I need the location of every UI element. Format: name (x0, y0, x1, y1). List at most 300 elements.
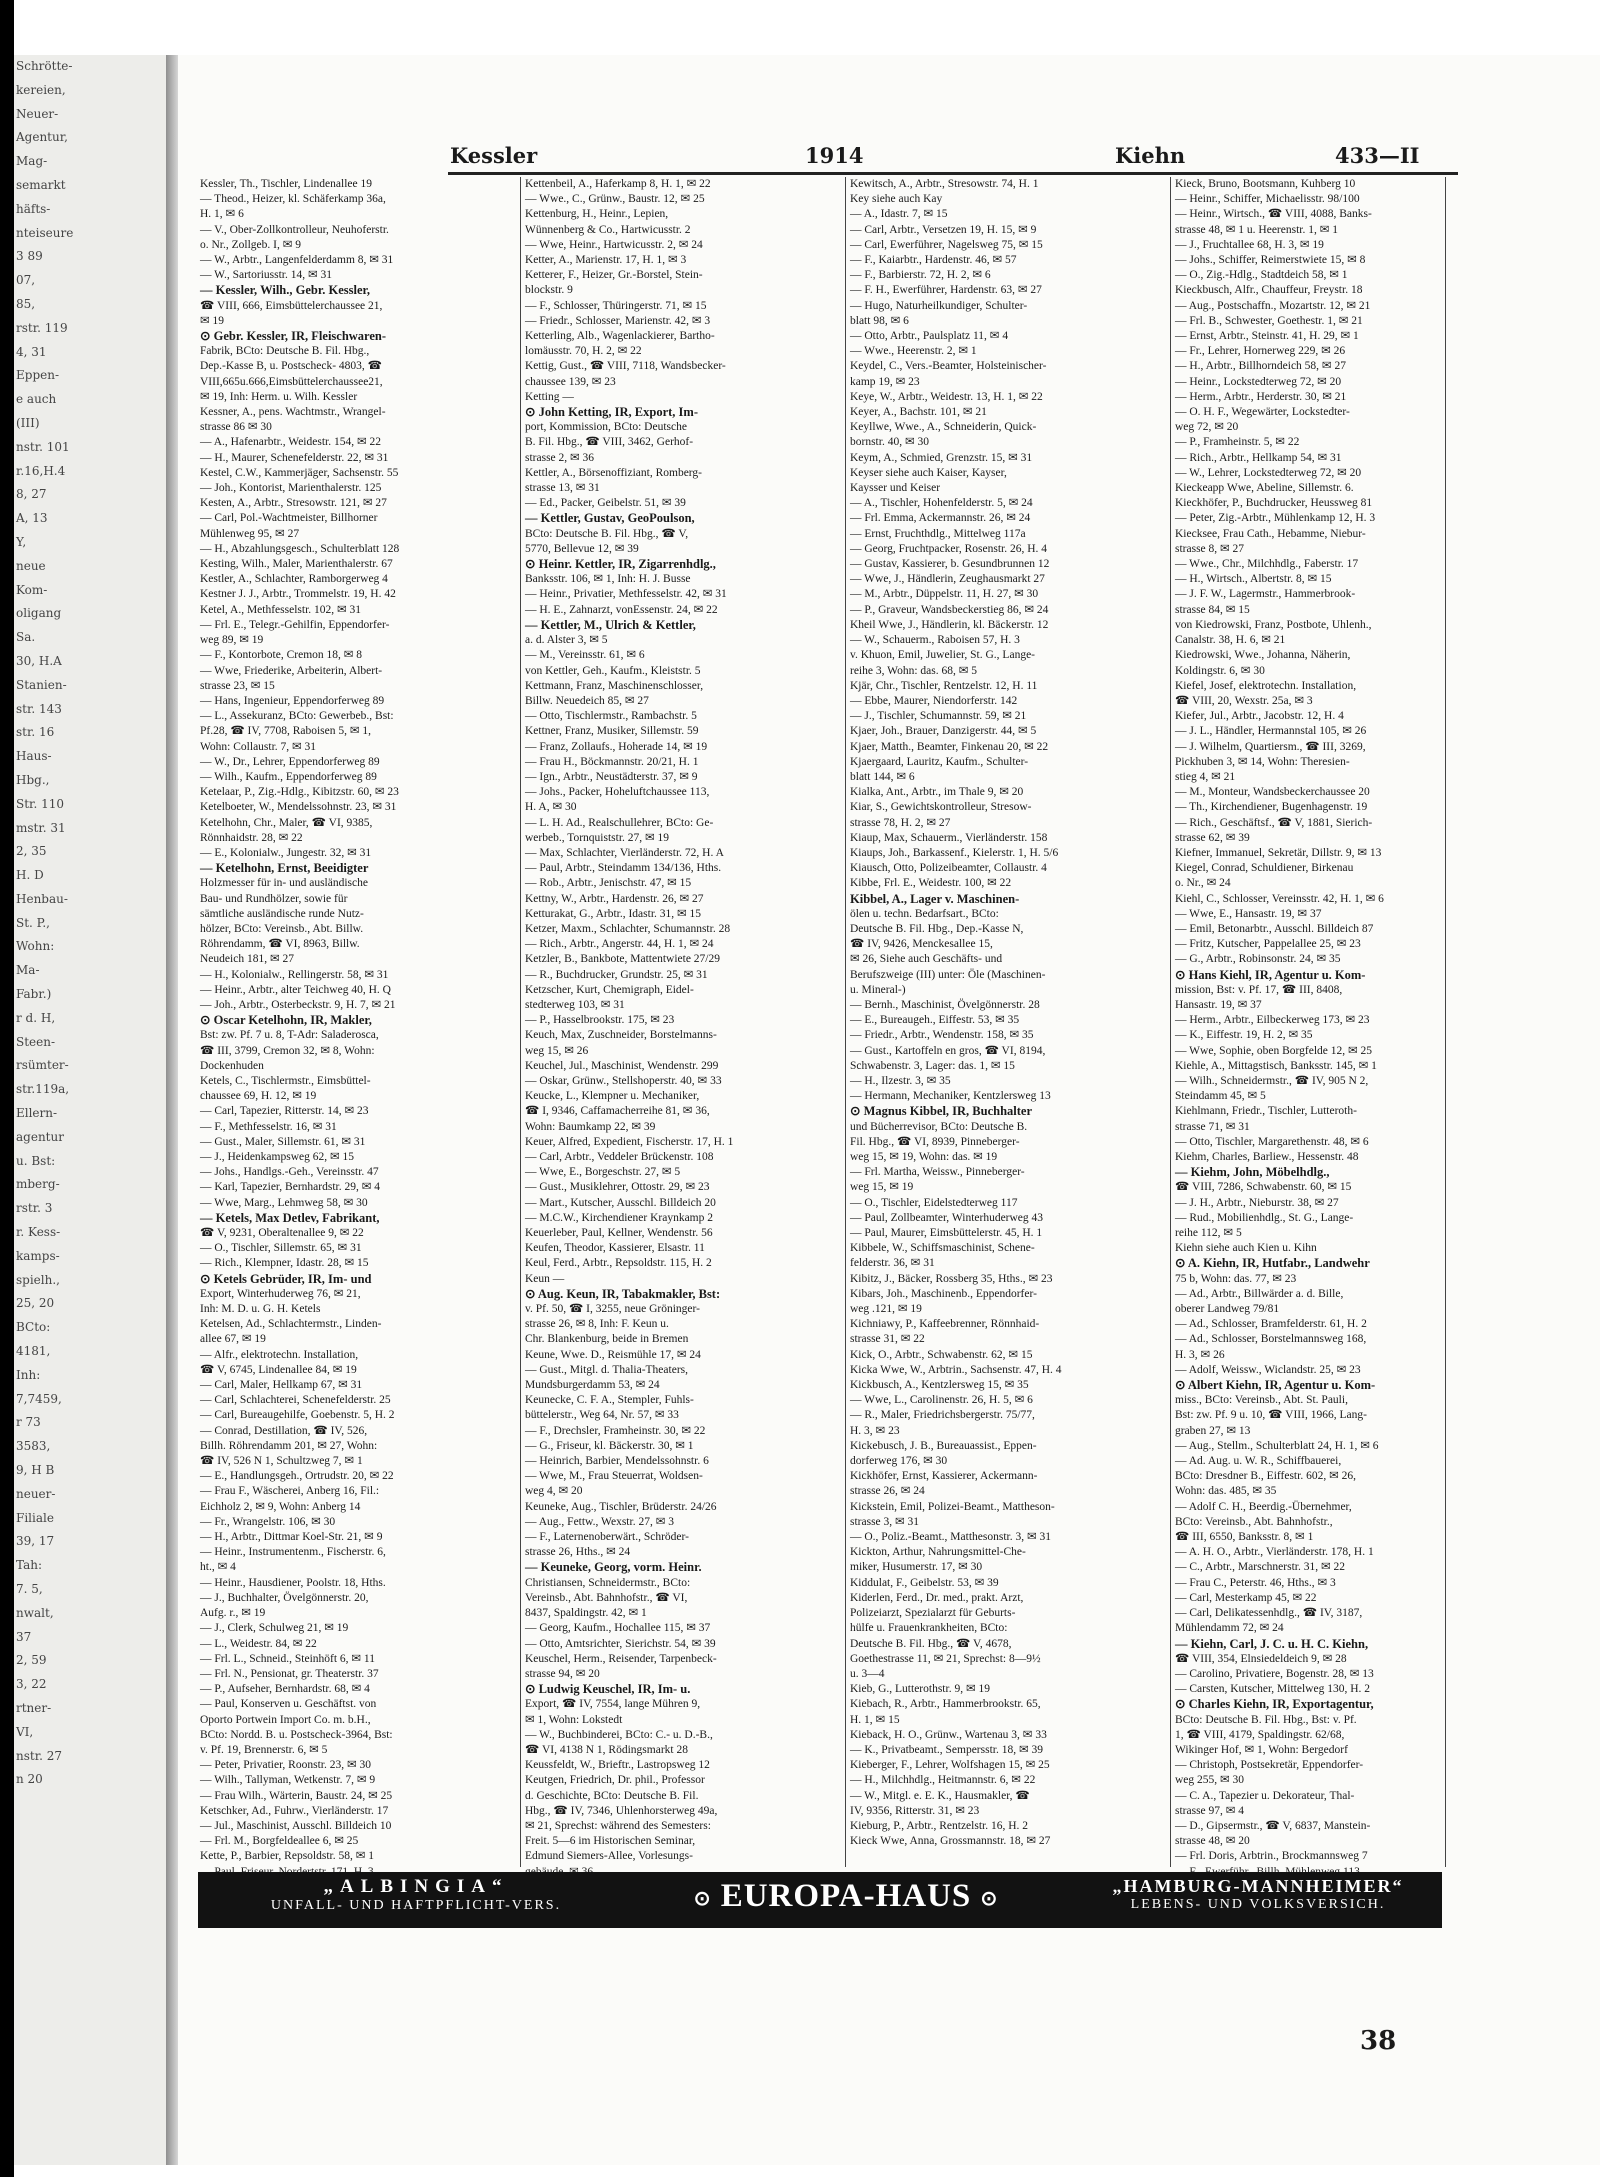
directory-entry: Canalstr. 38, H. 6, ✉ 21 (1175, 634, 1286, 647)
directory-entry: — Jul., Maschinist, Ausschl. Billdeich 10 (200, 1819, 392, 1832)
directory-entry: Keuschel, Herm., Reisender, Tarpenbeck- (525, 1652, 717, 1665)
directory-entry: — Aug., Stellm., Schulterblatt 24, H. 1, ✉ 6 (1175, 1439, 1379, 1452)
directory-entry: — Adolf, Weissw., Wiclandstr. 25, ✉ 23 (1175, 1363, 1361, 1376)
prev-page-fragment: neuer- (16, 1486, 56, 1501)
directory-entry: Kiefel, Josef, elektrotechn. Installation, (1175, 679, 1357, 692)
directory-entry: ☎ I, 9346, Caffamacherreihe 81, ✉ 36, (525, 1105, 710, 1118)
directory-entry: — V., Ober-Zollkontrolleur, Neuhoferstr. (200, 223, 389, 236)
directory-entry: strasse 26, ✉ 24 (850, 1485, 925, 1498)
directory-entry: sämtliche ausländische runde Nutz- (200, 907, 364, 920)
directory-entry: — P., Aufseher, Bernhardstr. 68, ✉ 4 (200, 1683, 370, 1696)
directory-entry: Ketels, C., Tischlermstr., Eimsbüttel- (200, 1074, 371, 1087)
circle-icon: ⊙ (693, 1887, 712, 1910)
directory-entry: Bau- und Rundhölzer, sowie für (200, 892, 348, 905)
prev-page-fragment: Inh: (16, 1367, 41, 1382)
directory-entry: — Paul, Zollbeamter, Winterhuderweg 43 (850, 1211, 1044, 1224)
directory-entry: — Rob., Arbtr., Jenischstr. 47, ✉ 15 (525, 877, 692, 890)
directory-entry: Fil. Hbg., ☎ VI, 8939, Pinneberger- (850, 1135, 1020, 1148)
directory-entry: — Bernh., Maschinist, Övelgönnerstr. 28 (850, 998, 1040, 1011)
directory-entry: — Georg, Fruchtpacker, Rosenstr. 26, H. 4 (850, 542, 1048, 555)
directory-entry: BCto: Dresdner B., Eiffestr. 602, ✉ 26, (1175, 1470, 1356, 1483)
directory-entry: — W., Buchbinderei, BCto: C.- u. D.-B., (525, 1728, 713, 1741)
directory-entry: BCto: Nordd. B. u. Postscheck-3964, Bst: (200, 1728, 393, 1741)
directory-entry: ⊙ Ludwig Keuschel, IR, Im- u. (525, 1682, 691, 1697)
directory-entry: strasse 8, ✉ 27 (1175, 542, 1245, 555)
directory-entry: hülfe u. Frauenkrankheiten, BCto: (850, 1622, 1008, 1635)
directory-entry: BCto: Deutsche B. Fil. Hbg., Bst: v. Pf. (1175, 1713, 1357, 1726)
directory-entry: Kiedrowski, Wwe., Johanna, Näherin, (1175, 649, 1351, 662)
directory-entry: — J. Wilhelm, Quartiersm., ☎ III, 3269, (1175, 740, 1366, 753)
directory-entry: — Fr., Lehrer, Hornerweg 229, ✉ 26 (1175, 345, 1346, 358)
directory-entry: Edmund Siemers-Allee, Vorlesungs- (525, 1850, 693, 1863)
directory-entry: strasse 2, ✉ 36 (525, 451, 595, 464)
prev-page-fragment: 30, H.A (16, 653, 62, 668)
prev-page-fragment: nwalt, (16, 1605, 54, 1620)
directory-entry: allee 67, ✉ 19 (200, 1333, 266, 1346)
directory-entry: ☎ III, 3799, Cremon 32, ✉ 8, Wohn: (200, 1044, 375, 1057)
directory-entry: — H., Arbtr., Billhorndeich 58, ✉ 27 (1175, 360, 1346, 373)
directory-entry: — Kettler, Gustav, GeoPoulson, (525, 511, 695, 526)
directory-entry: — Otto, Arbtr., Paulsplatz 11, ✉ 4 (850, 330, 1009, 343)
directory-entry: — F., Laternenoberwärt., Schröder- (525, 1531, 689, 1544)
prev-page-fragment: (III) (16, 415, 40, 430)
prev-page-fragment: oligang (16, 606, 62, 621)
directory-entry: — Wwe, Marg., Lehmweg 58, ✉ 30 (200, 1196, 368, 1209)
directory-entry: Dockenhuden (200, 1059, 264, 1072)
directory-entry: — Heinr., Arbtr., alter Teichweg 40, H. Q (200, 983, 391, 996)
directory-entry: — Kiehn, Carl, J. C. u. H. C. Kiehn, (1175, 1636, 1369, 1651)
prev-page-fragment: e auch (16, 392, 57, 407)
directory-entry: ⊙ Hans Kiehl, IR, Agentur u. Kom- (1175, 967, 1366, 982)
directory-entry: — M., Vereinsstr. 61, ✉ 6 (525, 649, 645, 662)
prev-page-fragment: 25, 20 (16, 1296, 55, 1311)
directory-entry: — Fritz, Kutscher, Pappelallee 25, ✉ 23 (1175, 938, 1361, 951)
directory-entry: BCto: Vereinsb., Abt. Bahnhofstr., (1175, 1515, 1333, 1528)
directory-entry: Kialka, Ant., Arbtr., im Thale 9, ✉ 20 (850, 786, 1024, 799)
directory-entry: — Rud., Mobilienhdlg., St. G., Lange- (1175, 1211, 1354, 1224)
directory-entry: Kickbusch, A., Kentzlersweg 15, ✉ 35 (850, 1379, 1029, 1392)
prev-page-fragment: rtner- (16, 1700, 52, 1715)
directory-entry: Billh. Röhrendamm 201, ✉ 27, Wohn: (200, 1439, 378, 1452)
directory-entry: — Fr., Wrangelstr. 106, ✉ 30 (200, 1515, 336, 1528)
directory-entry: weg 15, ✉ 19 (850, 1181, 914, 1194)
directory-entry: Kieckeapp Wwe, Abeline, Sillemstr. 6. (1175, 482, 1354, 495)
directory-entry: Kibbele, W., Schiffsmaschinist, Schene- (850, 1242, 1035, 1255)
header-year: 1914 (805, 143, 864, 168)
directory-entry: — J., Fruchtallee 68, H. 3, ✉ 19 (1175, 238, 1324, 251)
directory-entry: blockstr. 9 (525, 284, 573, 297)
directory-entry: ⊙ John Ketting, IR, Export, Im- (525, 405, 698, 420)
directory-entry: H. 3, ✉ 26 (1175, 1348, 1225, 1361)
directory-entry: — Frl. E., Telegr.-Gehilfin, Eppendorfer- (200, 618, 390, 631)
directory-entry: ✉ 1, Wohn: Lokstedt (525, 1713, 623, 1726)
prev-page-fragment: mberg- (16, 1177, 60, 1192)
ad-albingia (206, 1876, 626, 1914)
directory-entry: — F. H., Ewerführer, Hardenstr. 63, ✉ 27 (850, 284, 1042, 297)
prev-page-fragment: neue (16, 558, 46, 573)
directory-entry: Mühlenweg 95, ✉ 27 (200, 527, 300, 540)
directory-entry: — M.C.W., Kirchendiener Kraynkamp 2 (525, 1211, 714, 1224)
directory-entry: — K., Privatbeamt., Sempersstr. 18, ✉ 39 (850, 1743, 1043, 1756)
directory-entry: — J., Tischler, Schumannstr. 59, ✉ 21 (850, 710, 1027, 723)
directory-entry: — Georg, Kaufm., Hochallee 115, ✉ 37 (525, 1622, 711, 1635)
prev-page-fragment: Stanien- (16, 677, 67, 692)
directory-entry: — Rich., Arbtr., Hellkamp 54, ✉ 31 (1175, 451, 1342, 464)
directory-entry: Ketting — (525, 390, 574, 403)
directory-entry: Wohn: das. 485, ✉ 35 (1175, 1485, 1277, 1498)
directory-entry: — Frl. Doris, Arbtrin., Brockmannsweg 7 (1175, 1850, 1368, 1863)
directory-entry: — Paul, Arbtr., Steindamm 134/136, Hths. (525, 862, 722, 875)
directory-entry: — Kettler, M., Ulrich & Kettler, (525, 617, 696, 632)
page-header (450, 143, 1450, 169)
directory-entry: — Carl, Pol.-Wachtmeister, Billhorner (200, 512, 378, 525)
directory-entry: weg 15, ✉ 19, Wohn: das. ✉ 19 (850, 1151, 998, 1163)
directory-entry: — W., Mitgl. e. E. K., Hausmakler, ☎ (850, 1789, 1030, 1802)
directory-entry: Kichniawy, P., Kaffeebrenner, Rönnhaid- (850, 1318, 1040, 1331)
prev-page-fragment: str.119a, (16, 1082, 70, 1097)
directory-entry: — Ketels, Max Detlev, Fabrikant, (200, 1210, 380, 1225)
directory-entry: Kettig, Gust., ☎ VIII, 7118, Wandsbecker- (525, 360, 726, 373)
directory-entry: blatt 144, ✉ 6 (850, 770, 915, 783)
directory-entry: — Aug., Fettw., Wexstr. 27, ✉ 3 (525, 1515, 674, 1528)
directory-entry: Keuneke, Aug., Tischler, Brüderstr. 24/26 (525, 1500, 717, 1513)
prev-page-fragment: BCto: (16, 1320, 51, 1335)
directory-entry: — Wwe, E., Hansastr. 19, ✉ 37 (1175, 907, 1322, 920)
directory-entry: — H., Abzahlungsgesch., Schulterblatt 128 (200, 542, 400, 555)
directory-entry: — J. H., Arbtr., Nieburstr. 38, ✉ 27 (1175, 1196, 1339, 1209)
directory-entry: ⊙ Heinr. Kettler, IR, Zigarrenhdlg., (525, 557, 716, 572)
directory-entry: — Carl, Maler, Hellkamp 67, ✉ 31 (200, 1379, 363, 1392)
directory-entry: Kiehlmann, Friedr., Tischler, Lutteroth- (1175, 1105, 1357, 1118)
directory-entry: Kiegel, Conrad, Schuldiener, Birkenau (1175, 862, 1354, 875)
directory-entry: — F., Kontorbote, Cremon 18, ✉ 8 (200, 649, 363, 662)
directory-entry: — Ad., Schlosser, Bramfelderstr. 61, H. 2 (1175, 1318, 1367, 1331)
directory-entry: — L., Weidestr. 84, ✉ 22 (200, 1637, 317, 1650)
directory-entry: — Johs., Schiffer, Reimerstwiete 15, ✉ 8 (1175, 254, 1366, 267)
directory-entry: — Joh., Kontorist, Marienthalerstr. 125 (200, 482, 382, 495)
directory-entry: — O. H. F., Wegewärter, Lockstedter- (1175, 406, 1350, 419)
directory-entry: Kiefner, Immanuel, Sekretär, Dillstr. 9, ✉ 13 (1175, 846, 1382, 859)
directory-entry: 1, ☎ VIII, 4179, Spaldingstr. 62/68, (1175, 1728, 1345, 1741)
directory-entry: — Otto, Tischler, Margarethenstr. 48, ✉ 6 (1175, 1135, 1369, 1148)
directory-entry: Freit. 5—6 im Historischen Seminar, (525, 1835, 696, 1848)
directory-entry: — W., Sartoriusstr. 14, ✉ 31 (200, 269, 332, 282)
directory-entry: — Heinr., Hausdiener, Poolstr. 18, Hths. (200, 1576, 386, 1589)
directory-entry: — Rich., Geschäftsf., ☎ V, 1881, Sierich- (1175, 816, 1373, 829)
directory-entry: ☎ VIII, 20, Wexstr. 25a, ✉ 3 (1175, 694, 1313, 707)
directory-entry: B. Fil. Hbg., ☎ VIII, 3462, Gerhof- (525, 436, 694, 449)
directory-entry: — Carsten, Kutscher, Mittelweg 130, H. 2 (1175, 1683, 1371, 1696)
directory-entry: — Ad., Arbtr., Billwärder a. d. Bille, (1175, 1287, 1344, 1300)
directory-entry: — Ed., Packer, Geibelstr. 51, ✉ 39 (525, 497, 686, 510)
prev-page-fragment: 4, 31 (16, 344, 47, 359)
directory-entry: Holzmesser für in- und ausländische (200, 877, 368, 890)
directory-entry: Kesting, Wilh., Maler, Marienthalerstr. 67 (200, 558, 393, 571)
prev-page-fragment: rsümter- (16, 1058, 69, 1073)
directory-entry: — L., Assekuranz, BCto: Gewerbeb., Bst: (200, 710, 394, 723)
directory-entry: Kieback, H. O., Grünw., Wartenau 3, ✉ 33 (850, 1728, 1047, 1741)
prev-page-fragment: H. D (16, 868, 44, 883)
directory-entry: weg 4, ✉ 20 (525, 1485, 583, 1498)
directory-entry: — Wilh., Schneidermstr., ☎ IV, 905 N 2, (1175, 1074, 1369, 1087)
prev-page-fragment: 2, 35 (16, 844, 47, 859)
prev-page-fragment: Mag- (16, 154, 48, 169)
directory-entry: v. Pf. 19, Brennerstr. 6, ✉ 5 (200, 1743, 328, 1756)
directory-entry: — Wwe, L., Carolinenstr. 26, H. 5, ✉ 6 (850, 1394, 1033, 1407)
directory-entry: strasse 3, ✉ 31 (850, 1515, 920, 1528)
directory-entry: — Herm., Arbtr., Eilbeckerweg 173, ✉ 23 (1175, 1014, 1370, 1027)
prev-page-fragment: r d. H, (16, 1010, 56, 1025)
directory-entry: Inh: M. D. u. G. H. Ketels (200, 1303, 321, 1316)
header-first-name: Kessler (450, 143, 538, 168)
directory-entry: Kiar, S., Gewichtskontrolleur, Stresow- (850, 801, 1032, 814)
directory-entry: Hbg., ☎ IV, 7346, Uhlenhorsterweg 49a, (525, 1804, 718, 1817)
directory-entry: — A., Hafenarbtr., Weidestr. 154, ✉ 22 (200, 436, 381, 449)
directory-entry: — E., Kolonialw., Jungestr. 32, ✉ 31 (200, 846, 372, 859)
directory-entry: — F., Drechsler, Framheinstr. 30, ✉ 22 (525, 1424, 706, 1437)
ad-europa-haus-name: EUROPA-HAUS (720, 1878, 972, 1914)
directory-entry: — Rich., Arbtr., Angerstr. 44, H. 1, ✉ 24 (525, 938, 714, 951)
directory-entry: ht., ✉ 4 (200, 1561, 236, 1574)
directory-entry: — Carolino, Privatiere, Bogenstr. 28, ✉ 13 (1175, 1667, 1374, 1680)
directory-entry: bornstr. 40, ✉ 30 (850, 436, 929, 449)
prev-page-fragment: 3583, (16, 1439, 51, 1454)
directory-entry: — Wwe, M., Frau Steuerrat, Woldsen- (525, 1470, 703, 1483)
directory-entry: — Wwe, Heinr., Hartwicusstr. 2, ✉ 24 (525, 238, 703, 251)
directory-entry: ☎ VI, 4138 N 1, Rödingsmarkt 28 (525, 1743, 688, 1756)
prev-page-fragment: VI, (16, 1724, 34, 1739)
prev-page-fragment: Kom- (16, 582, 48, 597)
directory-entry: Kjär, Chr., Tischler, Rentzelstr. 12, H. 11 (850, 679, 1038, 692)
directory-entry: — Ebbe, Maurer, Niendorferstr. 142 (850, 694, 1018, 707)
directory-entry: strasse 48, ✉ 20 (1175, 1835, 1250, 1848)
directory-entry: — P., Framheinstr. 5, ✉ 22 (1175, 436, 1300, 449)
directory-entry: Kettner, Franz, Musiker, Sillemstr. 59 (525, 725, 699, 738)
directory-entry: — Heinr., Instrumentenm., Fischerstr. 6, (200, 1546, 386, 1559)
directory-entry: v. Khuon, Emil, Juwelier, St. G., Lange- (850, 649, 1035, 662)
directory-entry: Kestel, C.W., Kammerjäger, Sachsenstr. 55 (200, 466, 399, 479)
directory-entry: Berufszweige (III) unter: Öle (Maschinen- (850, 968, 1046, 981)
directory-entry: — Frau H., Böckmannstr. 20/21, H. 1 (525, 755, 699, 768)
column-3 (850, 177, 1171, 1867)
directory-entry: — J. L., Händler, Hermannstal 105, ✉ 26 (1175, 725, 1367, 738)
directory-entry: — H., Kolonialw., Rellingerstr. 58, ✉ 31 (200, 968, 389, 981)
prev-page-fragment: spielh., (16, 1272, 60, 1287)
directory-entry: Ketschker, Ad., Fuhrw., Vierländerstr. 17 (200, 1804, 389, 1817)
directory-entry: strasse 86 ✉ 30 (200, 421, 272, 434)
directory-entry: dorferweg 176, ✉ 30 (850, 1455, 948, 1468)
directory-entry: Keym, A., Schmied, Grenzstr. 15, ✉ 31 (850, 451, 1033, 464)
directory-entry: Kjaer, Joh., Brauer, Danzigerstr. 44, ✉ 5 (850, 725, 1037, 738)
directory-entry: — Heinr., Schiffer, Michaelisstr. 98/100 (1175, 193, 1360, 206)
directory-entry: — Wwe., Chr., Milchhdlg., Faberstr. 17 (1175, 558, 1359, 571)
directory-entry: BCto: Deutsche B. Fil. Hbg., ☎ V, (525, 527, 689, 540)
directory-entry: strasse 71, ✉ 31 (1175, 1120, 1250, 1133)
directory-entry: — Wwe., C., Grünw., Baustr. 12, ✉ 25 (525, 193, 705, 206)
directory-entry: — C. A., Tapezier u. Dekorateur, Thal- (1175, 1789, 1355, 1802)
directory-entry: Goethestrasse 11, ✉ 21, Sprechst: 8—9½ (850, 1652, 1041, 1665)
directory-entry: miss., BCto: Vereinsb., Abt. St. Pauli, (1175, 1394, 1348, 1407)
prev-page-fragment: Filiale (16, 1510, 54, 1525)
directory-entry: mission, Bst: v. Pf. 17, ☎ III, 8408, (1175, 983, 1343, 996)
prev-page-fragment: Y, (16, 534, 27, 549)
directory-entry: — A. H. O., Arbtr., Vierländerstr. 178, H. 1 (1175, 1546, 1374, 1559)
directory-entry: Keun — (525, 1272, 565, 1285)
directory-entry: Keunecke, C. F. A., Stempler, Fuhls- (525, 1394, 694, 1407)
directory-entry: ☎ V, 6745, Lindenallee 84, ✉ 19 (200, 1363, 357, 1376)
directory-entry: — Otto, Amtsrichter, Sierichstr. 54, ✉ 39 (525, 1637, 716, 1650)
directory-entry: Export, Winterhuderweg 76, ✉ 21, (200, 1287, 361, 1300)
directory-entry: 5770, Bellevue 12, ✉ 39 (525, 542, 639, 555)
prev-page-fragment: 39, 17 (16, 1534, 55, 1549)
directory-entry: — Gustav, Kassierer, b. Gesundbrunnen 12 (850, 558, 1050, 571)
directory-entry: — Ign., Arbtr., Neustädterstr. 37, ✉ 9 (525, 770, 698, 783)
directory-entry: d. Geschichte, BCto: Deutsche B. Fil. (525, 1789, 699, 1802)
directory-entry: Keye, W., Arbtr., Weidestr. 13, H. 1, ✉ 22 (850, 390, 1043, 403)
prev-page-fragment: Tah: (16, 1558, 42, 1573)
directory-entry: — Herm., Arbtr., Herderstr. 30, ✉ 21 (1175, 390, 1347, 403)
prev-page-fragment: nteiseure (16, 225, 74, 240)
directory-entry: — J., Clerk, Schulweg 21, ✉ 19 (200, 1622, 349, 1635)
directory-entry: — Peter, Privatier, Roonstr. 23, ✉ 30 (200, 1759, 371, 1772)
directory-entry: — Max, Schlachter, Vierländerstr. 72, H. A (525, 846, 724, 859)
directory-entry: — D., Gipsermstr., ☎ V, 6837, Manstein- (1175, 1819, 1371, 1832)
directory-entry: Kickstein, Emil, Polizei-Beamt., Mattheson- (850, 1500, 1055, 1513)
directory-entry: — Hans, Ingenieur, Eppendorferweg 89 (200, 694, 385, 707)
directory-entry: Wohn: Collaustr. 7, ✉ 31 (200, 740, 317, 753)
directory-entry: strasse 13, ✉ 31 (525, 482, 600, 495)
directory-entry: — H., Arbtr., Dittmar Koel-Str. 21, ✉ 9 (200, 1531, 383, 1544)
directory-entry: — Carl, Mesterkamp 45, ✉ 22 (1175, 1591, 1317, 1604)
directory-entry: Pickhuben 3, ✉ 14, Wohn: Theresien- (1175, 755, 1350, 768)
directory-entry: Kickton, Arthur, Nahrungsmittel-Che- (850, 1546, 1026, 1559)
directory-entry: Kickhöfer, Ernst, Kassierer, Ackermann- (850, 1470, 1038, 1483)
directory-entry: Kickebusch, J. B., Bureauassist., Eppen- (850, 1439, 1037, 1452)
directory-entry: — Adolf C. H., Beerdig.-Übernehmer, (1175, 1500, 1352, 1513)
directory-entry: Kjaer, Matth., Beamter, Finkenau 20, ✉ 22 (850, 740, 1049, 753)
directory-entry: Kiehm, Charles, Barliew., Hessenstr. 48 (1175, 1151, 1359, 1163)
directory-entry: Keyser siehe auch Kaiser, Kayser, (850, 466, 1007, 479)
directory-entry: ✉ 21, Sprechst: während des Semesters: (525, 1819, 711, 1832)
directory-entry: Schwabenstr. 3, Lager: das. 1, ✉ 15 (850, 1059, 1015, 1072)
directory-entry: Ketelhohn, Chr., Maler, ☎ VI, 9385, (200, 816, 373, 829)
directory-entry: — Carl, Delikatessenhdlg., ☎ IV, 3187, (1175, 1607, 1363, 1620)
directory-entry: — Wwe, Sophie, oben Borgfelde 12, ✉ 25 (1175, 1044, 1373, 1057)
directory-entry: — Conrad, Destillation, ☎ IV, 526, (200, 1424, 368, 1437)
directory-entry: — Paul, Maurer, Eimsbüttelerstr. 45, H. 1 (850, 1227, 1043, 1240)
directory-entry: Pf.28, ☎ IV, 7708, Raboisen 5, ✉ 1, (200, 725, 372, 738)
directory-entry: Wünnenberg & Co., Hartwicusstr. 2 (525, 223, 691, 236)
directory-entry: — J., Buchhalter, Övelgönnerstr. 20, (200, 1591, 369, 1604)
directory-entry: — Ketelhohn, Ernst, Beeidigter (200, 861, 369, 876)
directory-entry: hölzer, BCto: Vereinsb., Abt. Billw. (200, 922, 364, 935)
directory-entry: ☎ VIII, 666, Eimsbüttelerchaussee 21, (200, 299, 383, 312)
directory-entry: Kiehle, A., Mittagstisch, Banksstr. 145, ✉ 1 (1175, 1059, 1377, 1072)
prev-page-fragment: Hbg., (16, 772, 50, 787)
directory-entry: kamp 19, ✉ 23 (850, 375, 920, 388)
directory-entry: Keuer, Alfred, Expedient, Fischerstr. 17, H. 1 (525, 1135, 734, 1148)
directory-entry: — Ad. Aug. u. W. R., Schiffbauerei, (1175, 1455, 1342, 1468)
directory-entry: Keyllwe, Wwe., A., Schneiderin, Quick- (850, 421, 1037, 434)
directory-entry: strasse 23, ✉ 15 (200, 679, 275, 692)
prev-page-fragment: 07, (16, 273, 36, 288)
directory-entry: H. A, ✉ 30 (525, 801, 577, 814)
directory-entry: Keutgen, Friedrich, Dr. phil., Professor (525, 1774, 705, 1787)
directory-entry: Kibbel, A., Lager v. Maschinen- (850, 891, 1020, 906)
header-last-name: Kiehn (1115, 143, 1186, 168)
advertisement-banner (198, 1872, 1442, 1928)
directory-entry: — Carl, Schlachterei, Schenefelderstr. 25 (200, 1394, 391, 1407)
directory-entry: Kieck Wwe, Anna, Grossmannstr. 18, ✉ 27 (850, 1835, 1051, 1848)
column-2 (525, 177, 846, 1867)
directory-entry: — F., Barbierstr. 72, H. 2, ✉ 6 (850, 269, 991, 282)
prev-page-fragment: Str. 110 (16, 796, 64, 811)
directory-entry: blatt 98, ✉ 6 (850, 314, 909, 327)
directory-entry: Keyer, A., Bachstr. 101, ✉ 21 (850, 406, 987, 419)
directory-entry: Bst: zw. Pf. 7 u. 8, T-Adr: Saladerosca, (200, 1029, 379, 1042)
directory-entry: Dep.-Kasse B, u. Postscheck- 4803, ☎ (200, 360, 383, 373)
directory-entry: Röhrendamm, ☎ VI, 8963, Billw. (200, 938, 360, 951)
prev-page-fragment: Steen- (16, 1034, 56, 1049)
ad-albingia-tagline: UNFALL- UND HAFTPFLICHT-VERS. (270, 1898, 562, 1913)
directory-entry: — Frl. M., Borgfeldeallee 6, ✉ 25 (200, 1835, 359, 1848)
directory-entry: Ketelboeter, W., Mendelssohnstr. 23, ✉ 31 (200, 801, 397, 814)
directory-entry: Keune, Wwe. D., Reismühle 17, ✉ 24 (525, 1348, 701, 1361)
directory-entry: H. 1, ✉ 6 (200, 208, 244, 221)
prev-page-fragment: r.16,H.4 (16, 463, 66, 478)
directory-entry: — A., Idastr. 7, ✉ 15 (850, 208, 948, 221)
directory-entry: Export, ☎ IV, 7554, lange Mühren 9, (525, 1698, 701, 1711)
directory-entry: — Th., Kirchendiener, Bugenhagenstr. 19 (1175, 801, 1368, 814)
directory-entry: — Aug., Postschaffn., Mozartstr. 12, ✉ 21 (1175, 299, 1371, 312)
directory-entry: — Wwe., Heerenstr. 2, ✉ 1 (850, 345, 977, 358)
directory-entry: Kewitsch, A., Arbtr., Stresowstr. 74, H. 1 (850, 178, 1039, 190)
directory-entry: weg 72, ✉ 20 (1175, 421, 1239, 434)
directory-entry: — W., Arbtr., Langenfelderdamm 8, ✉ 31 (200, 254, 394, 267)
directory-entry: — Heinr., Lockstedterweg 72, ✉ 20 (1175, 375, 1342, 388)
prev-page-fragment: kereien, (16, 82, 66, 97)
directory-entry: — Frau Wilh., Wärterin, Baustr. 24, ✉ 25 (200, 1789, 393, 1802)
directory-entry: — Wilh., Kaufm., Eppendorferweg 89 (200, 770, 377, 783)
directory-entry: — Ernst, Fruchthdlg., Mittelweg 117a (850, 527, 1026, 540)
directory-entry: — M., Monteur, Wandsbeckerchaussee 20 (1175, 786, 1370, 799)
directory-entry: ☎ III, 6550, Banksstr. 8, ✉ 1 (1175, 1531, 1314, 1544)
directory-entry: — Frl. L., Schneid., Steinhöft 6, ✉ 11 (200, 1652, 375, 1665)
directory-entry: reihe 3, Wohn: das. 68, ✉ 5 (850, 664, 977, 677)
directory-entry: Kettenbeil, A., Haferkamp 8, H. 1, ✉ 22 (525, 178, 711, 190)
directory-entry: Billw. Neuedeich 85, ✉ 27 (525, 694, 649, 707)
directory-entry: strasse 94, ✉ 20 (525, 1667, 600, 1680)
directory-entry: Vereinsb., Abt. Bahnhofstr., ☎ VI, (525, 1591, 688, 1604)
directory-entry: Banksstr. 106, ✉ 1, Inh: H. J. Busse (525, 573, 691, 586)
directory-entry: a. d. Alster 3, ✉ 5 (525, 634, 608, 647)
prev-page-fragment: Neuer- (16, 106, 59, 121)
prev-page-fragment: r. Kess- (16, 1225, 61, 1240)
directory-entry: — Keuneke, Georg, vorm. Heinr. (525, 1560, 702, 1575)
directory-entry: — Mart., Kutscher, Ausschl. Billdeich 20 (525, 1196, 716, 1209)
directory-entry: reihe 112, ✉ 5 (1175, 1227, 1242, 1240)
directory-entry: stieg 4, ✉ 21 (1175, 770, 1236, 783)
directory-entry: lomäusstr. 70, H. 2, ✉ 22 (525, 345, 642, 358)
directory-entry: Keuerleber, Paul, Kellner, Wendenstr. 56 (525, 1227, 713, 1240)
directory-entry: — O., Tischler, Sillemstr. 65, ✉ 31 (200, 1242, 362, 1255)
book-gutter (166, 55, 178, 2165)
directory-entry: — G., Arbtr., Robinsonstr. 24, ✉ 35 (1175, 953, 1341, 966)
directory-entry: Kjaergaard, Lauritz, Kaufm., Schulter- (850, 755, 1029, 768)
directory-entry: — Franz, Zollaufs., Hoherade 14, ✉ 19 (525, 740, 708, 753)
prev-page-fragment: 8, 27 (16, 487, 47, 502)
directory-entry: ⊙ Gebr. Kessler, IR, Fleischwaren- (200, 329, 387, 344)
